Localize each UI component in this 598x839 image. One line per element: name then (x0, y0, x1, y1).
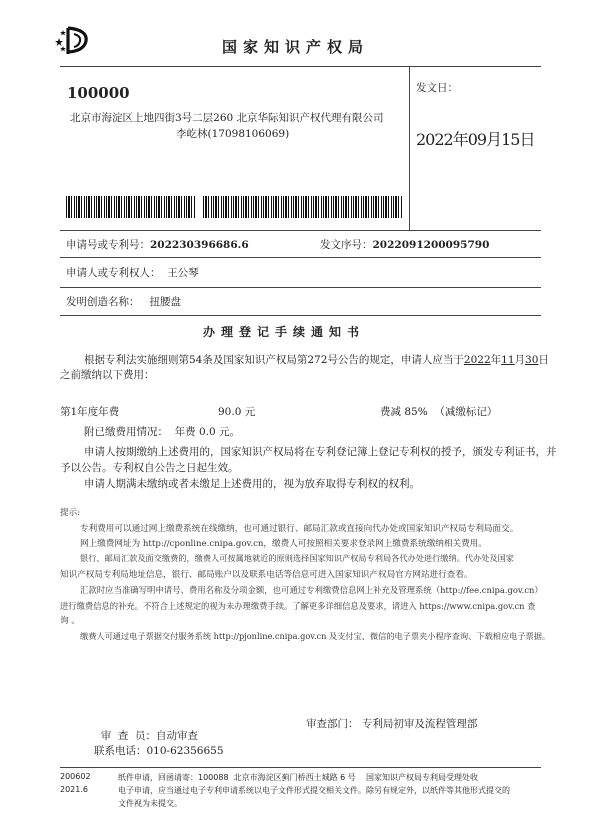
fee-amount: 90.0 元 (218, 406, 256, 418)
invention-value: 扭腰盘 (149, 296, 182, 308)
footer-line-1: 纸件申请，回函请寄：100088 北京市海淀区蓟门桥西土城路 6 号 国家知识产权局专利局受理处收 (118, 773, 478, 782)
address: 北京市海淀区上地四街3号二层260 北京华际知识产权代理有限公司 (70, 112, 384, 124)
serial-row (320, 237, 489, 252)
cnipa-logo (54, 24, 94, 56)
barcode-left (66, 196, 196, 218)
hint-line: 进行缴费信息的补充。不符合上述规定的视为未办理缴费手续。了解更多详细信息及要求，请进入 https://www.cnipa.gov.cn 查 (60, 601, 536, 611)
phone-label: 联系电话： (94, 745, 147, 757)
examiner-row (94, 716, 198, 743)
hint-line: 缴费人可通过电子票据交付服务系统 http://pjonline.cnipa.gov.cn 及支付宝、微信的电子票夹小程序查询、下载相应电子票据。 (80, 631, 551, 641)
intro-post: 之前缴纳以下费用： (60, 369, 155, 381)
hints-title: 提示: (60, 508, 81, 518)
due-year: 2022 (463, 354, 491, 366)
column-divider (409, 66, 410, 230)
rule-1 (60, 230, 541, 231)
applicant-row (66, 265, 199, 280)
applicant-label: 申请人或专利权人： (66, 267, 161, 279)
examiner-value: 自动审查 (156, 730, 199, 742)
hint-line: 询 。 (60, 616, 80, 626)
footer-rule (60, 767, 541, 768)
app-no-row (66, 237, 249, 252)
para1-line2: 予以公告。专利权自公告之日起生效。 (60, 462, 239, 474)
fee-name: 第1年度年费 (60, 406, 120, 418)
hint-line: 银行、邮局汇款及面交缴费的，缴费人可按属地就近的原则选择国家知识产权局专利局各代办处进行缴纳。代办处及国家 (80, 553, 514, 563)
issue-date-label: 发文日： (416, 82, 458, 94)
app-no-value: 202230396686.6 (150, 239, 249, 251)
due-month: 11 (501, 354, 515, 366)
footer-code-1: 200602 (60, 772, 91, 781)
dept-value: 专利局初审及流程管理部 (361, 718, 478, 730)
day-unit: 日 (538, 354, 549, 366)
rule-4 (60, 315, 541, 316)
footer-line-2: 电子申请，应当通过电子专利申请系统以电子文件形式提交相关文件。除另有规定外，以纸件等其他形式提交的 (118, 786, 510, 795)
due-day: 30 (525, 354, 539, 366)
month-unit: 月 (514, 354, 526, 366)
phone-value: 010-62356655 (146, 745, 224, 757)
paid-info: 附已缴费用情况： 年费 0.0 元。 (84, 426, 241, 438)
hint-line: 网上缴费网址为 http://cponline.cnipa.gov.cn，缴费人可按照相关要求登录网上缴费系统缴纳相关费用。 (80, 539, 487, 549)
dept-label: 审查部门： (306, 718, 359, 730)
postcode: 100000 (67, 84, 130, 102)
rule-2 (60, 257, 541, 258)
dept-row (306, 716, 477, 731)
serial-label: 发文序号： (320, 239, 373, 251)
para2: 申请人期满未缴纳或者未缴足上述费用的，视为放弃取得专利权的权利。 (84, 478, 420, 490)
para1-line1: 申请人按期缴纳上述费用的，国家知识产权局将在专利登记簿上登记专利权的授予，颁发专利证书，并 (84, 446, 557, 458)
issue-date-value: 2022年09月15日 (416, 130, 535, 149)
year-unit: 年 (490, 354, 502, 366)
examiner-label: 审 查 员： (100, 730, 157, 742)
notice-title: 办理登记手续通知书 (203, 325, 366, 339)
invention-row (66, 294, 181, 309)
applicant-value: 王公琴 (167, 267, 199, 279)
footer-line-3: 文件视为未提交。 (118, 799, 182, 808)
intro-line (84, 352, 549, 367)
hint-line: 专利费用可以通过网上缴费系统在线缴纳，也可通过银行、邮局汇款或直接向代办处或国家知识产权局专利局面交。 (80, 524, 519, 534)
footer-code-2: 2021.6 (60, 785, 88, 794)
hint-line: 汇款时应当准确写明申请号、费用名称及分项金额，也可通过专利缴费信息网上补充及管理系统（http://fee.cnipa.gov.cn） (80, 585, 543, 595)
hint-line: 知识产权局专利局地址信息，银行、邮局账户以及联系电话等信息可进入国家知识产权局官方网站进行查看。 (60, 570, 473, 580)
barcode-right (203, 196, 402, 218)
app-no-label: 申请号或专利号： (66, 239, 150, 251)
invention-label: 发明创造名称： (66, 296, 140, 308)
top-rule (60, 66, 541, 67)
serial-value: 2022091200095790 (372, 239, 490, 251)
intro-text: 根据专利法实施细则第54条及国家知识产权局第272号公告的规定，申请人应当于 (84, 354, 464, 366)
rule-3 (60, 287, 541, 288)
phone-row (94, 743, 224, 758)
office-name: 国家知识产权局 (222, 38, 370, 56)
contact: 李屹林(17098106069) (176, 128, 290, 140)
fee-reduction: 费减 85% （减缴标记） (380, 406, 498, 418)
